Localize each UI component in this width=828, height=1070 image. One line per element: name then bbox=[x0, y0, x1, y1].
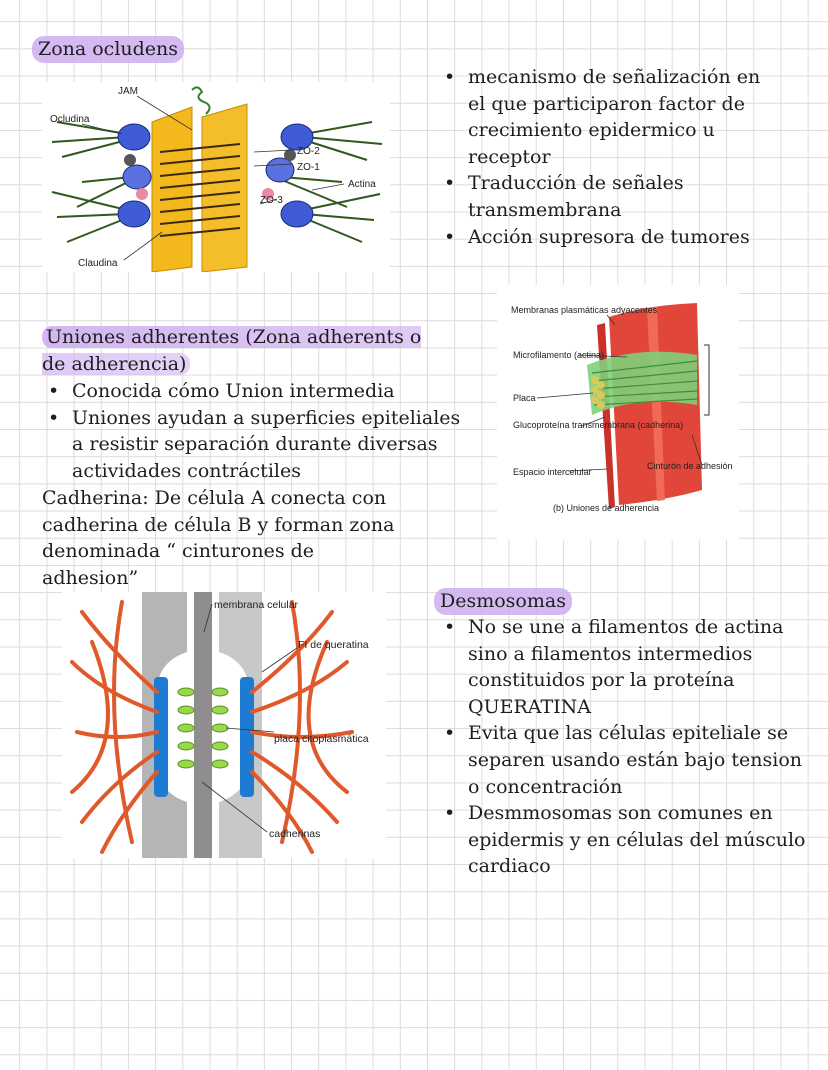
list-item: • Acción supresora de tumores bbox=[438, 224, 778, 251]
zona-ocludens-bullets bbox=[438, 64, 778, 250]
uniones-adherentes-bullets bbox=[42, 378, 472, 484]
label-claudina: Claudina bbox=[78, 258, 118, 269]
zona-ocludens-diagram bbox=[42, 82, 390, 272]
list-item: • Desmmosomas son comunes en epidermis y en células del músculo cardiaco bbox=[438, 800, 808, 880]
list-item: • Uniones ayudan a superficies epiteliales a resistir separación durante diversas actividades contráctiles bbox=[42, 405, 472, 485]
desmosoma-diagram bbox=[62, 592, 386, 858]
label-queratina: FI de queratina bbox=[298, 639, 369, 651]
label-actina: Actina bbox=[348, 179, 376, 190]
label-glucoproteina: Glucoproteína transmembrana (cadherina) bbox=[513, 420, 684, 430]
label-jam: JAM bbox=[118, 86, 138, 97]
label-membrana-celular: membrana celular bbox=[214, 599, 299, 611]
label-placa: Placa bbox=[513, 393, 536, 403]
list-item: • mecanismo de señalización en el que participaron factor de crecimiento epidermico u receptor bbox=[438, 64, 778, 170]
label-zo2: ZO-2 bbox=[297, 146, 320, 157]
label-cadherinas: cadherinas bbox=[269, 828, 321, 840]
list-item: • Traducción de señales transmembrana bbox=[438, 170, 778, 223]
section-title-zona-ocludens: Zona ocludens bbox=[32, 36, 184, 63]
label-espacio: Espacio intercelular bbox=[513, 467, 592, 477]
uniones-adherencia-figure bbox=[497, 285, 739, 540]
list-item: • Evita que las células epiteliale se separen usando están bajo tension o concentración bbox=[438, 720, 808, 800]
section-title-desmosomas: Desmosomas bbox=[434, 588, 572, 615]
figure-caption: (b) Uniones de adherencia bbox=[553, 503, 660, 513]
desmosoma-figure bbox=[62, 592, 386, 858]
label-ocludina: Ocludina bbox=[50, 114, 90, 125]
label-microfilamento: Microfilamento (actina) bbox=[513, 350, 605, 360]
desmosomas-bullets bbox=[438, 614, 808, 880]
label-membranas: Membranas plasmáticas adyacentes bbox=[511, 305, 658, 315]
zona-ocludens-figure bbox=[42, 82, 390, 272]
list-item: • Conocida cómo Union intermedia bbox=[42, 378, 472, 405]
label-cinturon: Cinturón de adhesión bbox=[647, 461, 733, 471]
list-item: • No se une a filamentos de actina sino a filamentos intermedios constituidos por la proteína QUERATINA bbox=[438, 614, 808, 720]
uniones-adherencia-diagram bbox=[497, 285, 739, 540]
section-title-uniones-adherentes: Uniones adherentes (Zona adherents o de adherencia) bbox=[42, 326, 422, 375]
label-placa-citoplasmatica: placa citoplasmática bbox=[274, 733, 369, 745]
label-zo1: ZO-1 bbox=[297, 162, 320, 173]
cadherina-paragraph: Cadherina: De célula A conecta con cadherina de célula B y forman zona denominada “ cinturones de adhesion” bbox=[42, 487, 395, 589]
label-zo3: ZO-3 bbox=[260, 195, 283, 206]
